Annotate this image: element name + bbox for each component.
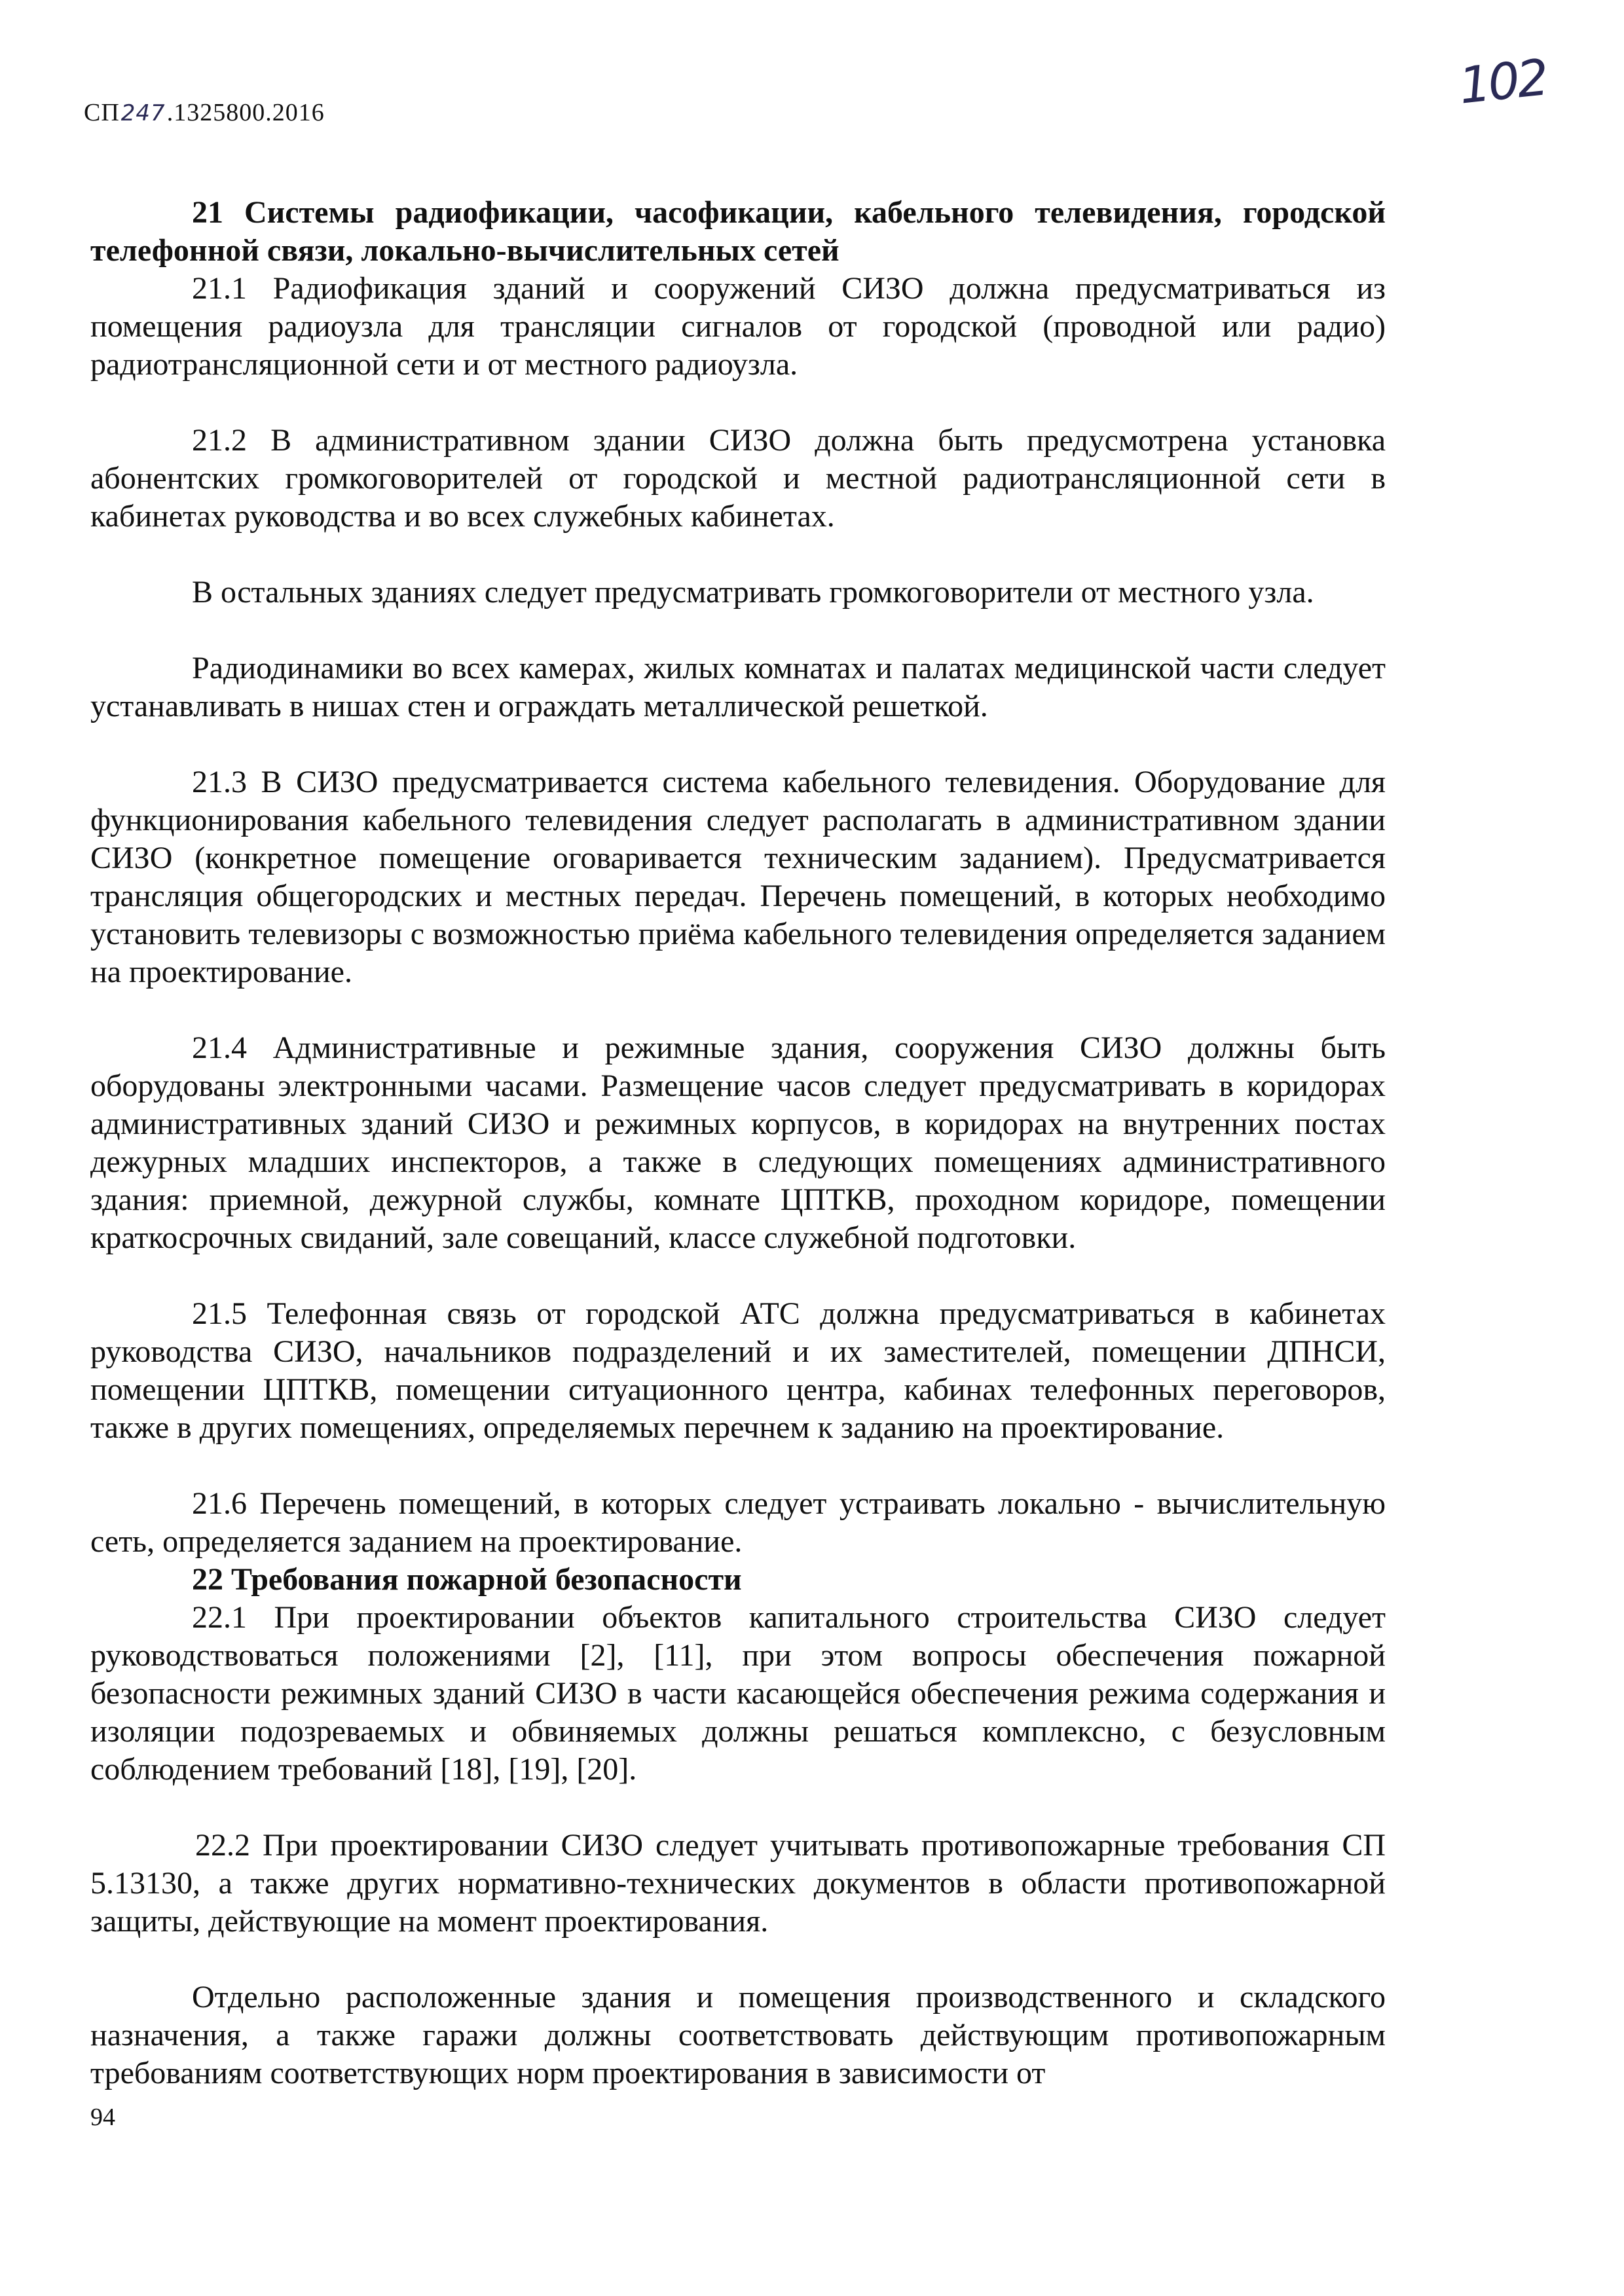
document-body <box>90 194 1386 2092</box>
page-number: 94 <box>90 2104 115 2131</box>
paragraph-21-6: 21.6 Перечень помещений, в которых следует устраивать локально - вычислительную сеть, определяется заданием на проектирование. <box>90 1486 1386 1559</box>
section-22-heading: 22 Требования пожарной безопасности <box>192 1562 742 1597</box>
handwritten-code-number: 247 <box>120 100 166 126</box>
paragraph-22-2: 22.2 При проектировании СИЗО следует учитывать противопожарные требования СП 5.13130, а также других нормативно-технических документов в области противопожарной защиты, действующие на момент проектирования. <box>90 1828 1386 1939</box>
paragraph-21-3: 21.3 В СИЗО предусматривается система кабельного телевидения. Оборудование для функционирования кабельного телевидения следует располагать в административном здании СИЗО (конкретное помещение оговаривается техническим заданием). Предусматривается трансляция общегородских и местных передач. Перечень помещений, в которых необходимо установить телевизоры с возможностью приёма кабельного телевидения определяется заданием на проектирование. <box>90 765 1386 989</box>
document-code <box>84 98 325 127</box>
code-suffix: .1325800.2016 <box>166 99 325 126</box>
paragraph-21-2-loudspeakers: В остальных зданиях следует предусматривать громкоговорители от местного узла. <box>192 575 1314 610</box>
paragraph-21-1: 21.1 Радиофикация зданий и сооружений СИЗО должна предусматриваться из помещения радиоузла для трансляции сигналов от городской (проводной или радио) радиотрансляционной сети и от местного радиоузла. <box>90 271 1386 382</box>
paragraph-22-2-separate-buildings: Отдельно расположенные здания и помещения производственного и складского назначения, а также гаражи должны соответствовать действующим противопожарным требованиям соответствующих норм проектирования в зависимости от <box>90 1980 1386 2090</box>
code-prefix: СП <box>84 99 120 126</box>
paragraph-21-4: 21.4 Административные и режимные здания, сооружения СИЗО должны быть оборудованы электронными часами. Размещение часов следует предусматривать в коридорах административных зданий СИЗО и режимных корпусов, в коридорах на внутренних постах дежурных младших инспекторов, а также в следующих помещениях административного здания: приемной, дежурной службы, комнате ЦПТКВ, проходном коридоре, помещении краткосрочных свиданий, зале совещаний, классе служебной подготовки. <box>90 1030 1386 1255</box>
paragraph-21-2: 21.2 В административном здании СИЗО должна быть предусмотрена установка абонентских громкоговорителей от городской и местной радиотрансляционной сети в кабинетах руководства и во всех служебных кабинетах. <box>90 423 1386 534</box>
paragraph-21-2-radio-speakers: Радиодинамики во всех камерах, жилых комнатах и палатах медицинской части следует устанавливать в нишах стен и ограждать металлической решеткой. <box>90 651 1386 723</box>
section-21-heading: 21 Системы радиофикации, часофикации, кабельного телевидения, городской телефонной связи, локально-вычислительных сетей <box>90 195 1386 268</box>
handwritten-sheet-number: 102 <box>1456 48 1549 115</box>
paragraph-21-5: 21.5 Телефонная связь от городской АТС должна предусматриваться в кабинетах руководства СИЗО, начальников подразделений и их заместителей, помещении ДПНСИ, помещении ЦПТКВ, помещении ситуационного центра, кабинах телефонных переговоров, также в других помещениях, определяемых перечнем к заданию на проектирование. <box>90 1296 1386 1445</box>
paragraph-22-1: 22.1 При проектировании объектов капитального строительства СИЗО следует руководствоваться положениями [2], [11], при этом вопросы обеспечения пожарной безопасности режимных зданий СИЗО в части касающейся обеспечения режима содержания и изоляции подозреваемых и обвиняемых должны решаться комплексно, с безусловным соблюдением требований [18], [19], [20]. <box>90 1600 1386 1787</box>
